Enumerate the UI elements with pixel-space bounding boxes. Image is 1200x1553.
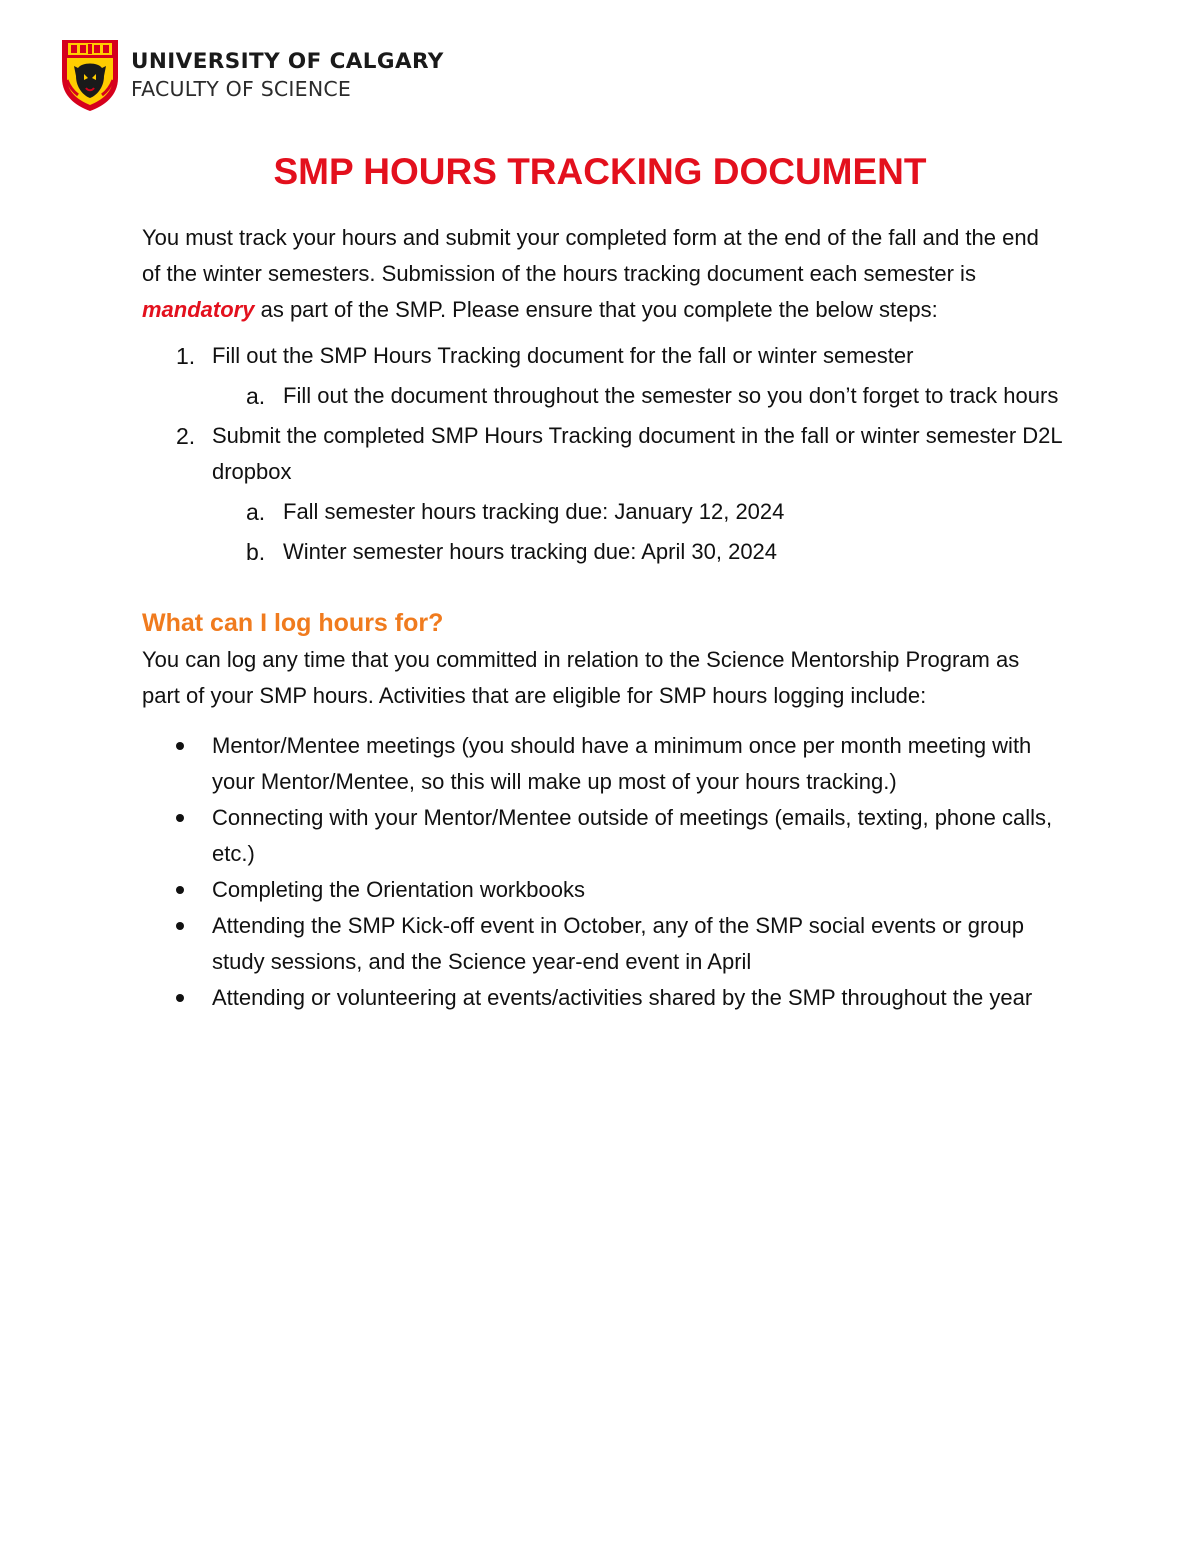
list-item [142, 728, 1062, 800]
sub-step-text: Fall semester hours tracking due: January 12, 2024 [283, 499, 785, 524]
list-item [142, 980, 1062, 1016]
sub-steps-list [212, 378, 1062, 414]
sub-step-letter: a. [246, 383, 266, 409]
eligible-activities-list [142, 728, 1062, 1016]
step-number: 1. [176, 343, 196, 369]
list-item-text: Attending or volunteering at events/activities shared by the SMP throughout the year [212, 985, 1033, 1010]
step-item [142, 338, 1062, 414]
bullet-icon [176, 994, 184, 1002]
list-item-text: Connecting with your Mentor/Mentee outside of meetings (emails, texting, phone calls, etc.) [212, 805, 1053, 866]
step-text: Fill out the SMP Hours Tracking document for the fall or winter semester [212, 343, 914, 368]
step-item [142, 418, 1062, 570]
sub-step-item [212, 494, 1062, 530]
document-body [142, 220, 1062, 1016]
faculty-name: FACULTY OF SCIENCE [131, 77, 352, 101]
intro-paragraph [142, 220, 1062, 328]
list-item [142, 908, 1062, 980]
university-name: UNIVERSITY OF CALGARY [131, 49, 444, 74]
intro-text-before: You must track your hours and submit your completed form at the end of the fall and the end of the winter semesters. Submission of the hours tracking document each semester is [142, 225, 1039, 286]
sub-step-letter: a. [246, 499, 266, 525]
steps-list [142, 338, 1062, 570]
sub-steps-list [212, 494, 1062, 570]
bullet-icon [176, 742, 184, 750]
sub-step-letter: b. [246, 539, 266, 565]
bullet-icon [176, 814, 184, 822]
section-heading: What can I log hours for? [142, 609, 444, 637]
intro-emphasis: mandatory [142, 297, 255, 322]
eligibility-intro: You can log any time that you committed in relation to the Science Mentorship Program as part of your SMP hours. Activities that are eligible for SMP hours logging include: [142, 647, 1020, 708]
sub-step-item [212, 534, 1062, 570]
list-item-text: Attending the SMP Kick-off event in October, any of the SMP social events or group study sessions, and the Science year-end event in April [212, 913, 1025, 974]
list-item-text: Completing the Orientation workbooks [212, 877, 585, 902]
sub-step-text: Fill out the document throughout the semester so you don’t forget to track hours [283, 383, 1059, 408]
step-text: Submit the completed SMP Hours Tracking document in the fall or winter semester D2L dropbox [212, 423, 1062, 484]
list-item [142, 800, 1062, 872]
brand-wordmark [131, 45, 444, 105]
sub-step-item [212, 378, 1062, 414]
step-number: 2. [176, 423, 196, 449]
bullet-icon [176, 886, 184, 894]
bullet-icon [176, 922, 184, 930]
list-item [142, 872, 1062, 908]
header [60, 38, 444, 112]
university-crest-icon [60, 38, 120, 112]
list-item-text: Mentor/Mentee meetings (you should have a minimum once per month meeting with your Mentor/Mentee, so this will make up most of your hours tracking.) [212, 733, 1032, 794]
intro-text-after: as part of the SMP. Please ensure that you complete the below steps: [254, 297, 938, 322]
page-title: SMP HOURS TRACKING DOCUMENT [273, 151, 927, 192]
sub-step-text: Winter semester hours tracking due: April 30, 2024 [283, 539, 778, 564]
